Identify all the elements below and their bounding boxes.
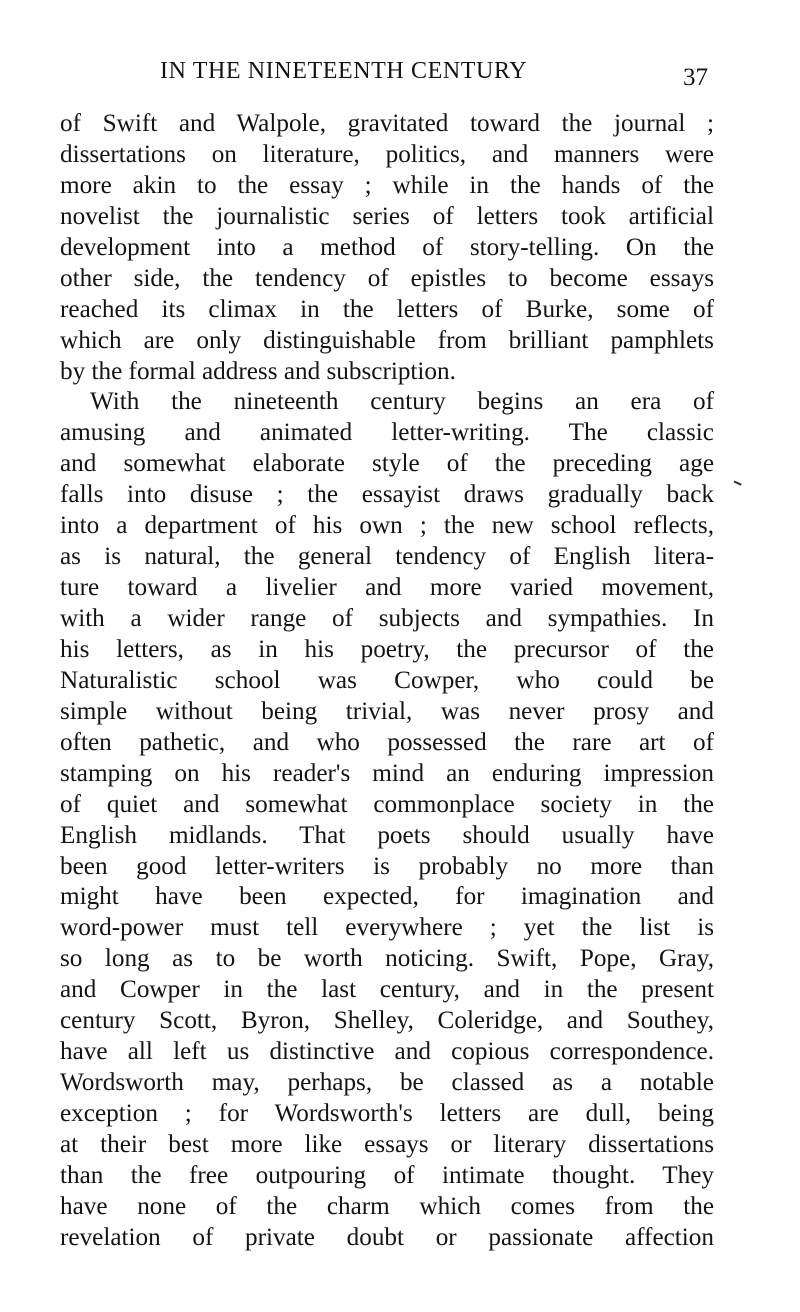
text-line: at their best more like essays or literary dissertations [60,1130,714,1158]
text-line: of quiet and somewhat commonplace society in the [60,790,714,818]
paragraph-end-line: by the formal address and subscription. [60,357,456,385]
text-line: with a wider range of subjects and sympathies. In [60,605,714,632]
text-line: of Swift and Walpole, gravitated toward the journal ; [60,110,714,137]
text-line: and somewhat elaborate style of the preceding age [60,450,714,478]
running-head [60,58,720,91]
text-line: falls into disuse ; the essayist draws gradually back [60,481,714,509]
text-line: exception ; for Wordsworth's letters are dull, being [60,1100,714,1127]
text-line: so long as to be worth noticing. Swift, Pope, Gray, [60,945,714,973]
text-line: English midlands. That poets should usually have [60,821,714,849]
text-line: been good letter-writers is probably no more than [60,852,714,880]
running-title: IN THE NINETEENTH CENTURY [160,58,528,84]
text-line: stamping on his reader's mind an enduring impression [60,759,714,787]
text-line: than the free outpouring of intimate thought. They [60,1161,714,1189]
page-number: 37 [683,64,708,91]
text-line: Wordsworth may, perhaps, be classed as a notable [60,1069,714,1097]
text-line: amusing and animated letter-writing. The classic [60,419,714,447]
text-line: revelation of private doubt or passionate affection [60,1223,714,1251]
text-line: reached its climax in the letters of Burke, some of [60,295,714,323]
text-line: have none of the charm which comes from the [60,1192,714,1220]
text-line: more akin to the essay ; while in the hands of the [60,171,714,199]
text-line: novelist the journalistic series of letters took artificial [60,202,714,230]
text-line: might have been expected, for imagination and [60,883,714,911]
text-line: his letters, as in his poetry, the precursor of the [60,635,714,663]
text-line: development into a method of story-telling. On the [60,233,714,261]
text-line: word-power must tell everywhere ; yet the list is [60,914,714,942]
text-line: simple without being trivial, was never prosy and [60,697,714,725]
text-line: which are only distinguishable from brilliant pamphlets [60,326,714,354]
text-line: Naturalistic school was Cowper, who could be [60,666,714,694]
text-line: century Scott, Byron, Shelley, Coleridge, and Southey, [60,1007,714,1035]
text-line: dissertations on literature, politics, and manners were [60,140,714,168]
text-line: and Cowper in the last century, and in the present [60,976,714,1004]
margin-mark [732,481,741,489]
paragraph-start-line: With the nineteenth century begins an era of [90,388,714,416]
text-line: into a department of his own ; the new school reflects, [60,512,714,540]
text-line: often pathetic, and who possessed the rare art of [60,728,714,756]
body-text [60,109,714,1254]
text-line: as is natural, the general tendency of English litera- [60,543,714,571]
text-line: ture toward a livelier and more varied movement, [60,574,714,602]
text-line: other side, the tendency of epistles to become essays [60,264,714,292]
text-line: have all left us distinctive and copious correspondence. [60,1038,714,1066]
